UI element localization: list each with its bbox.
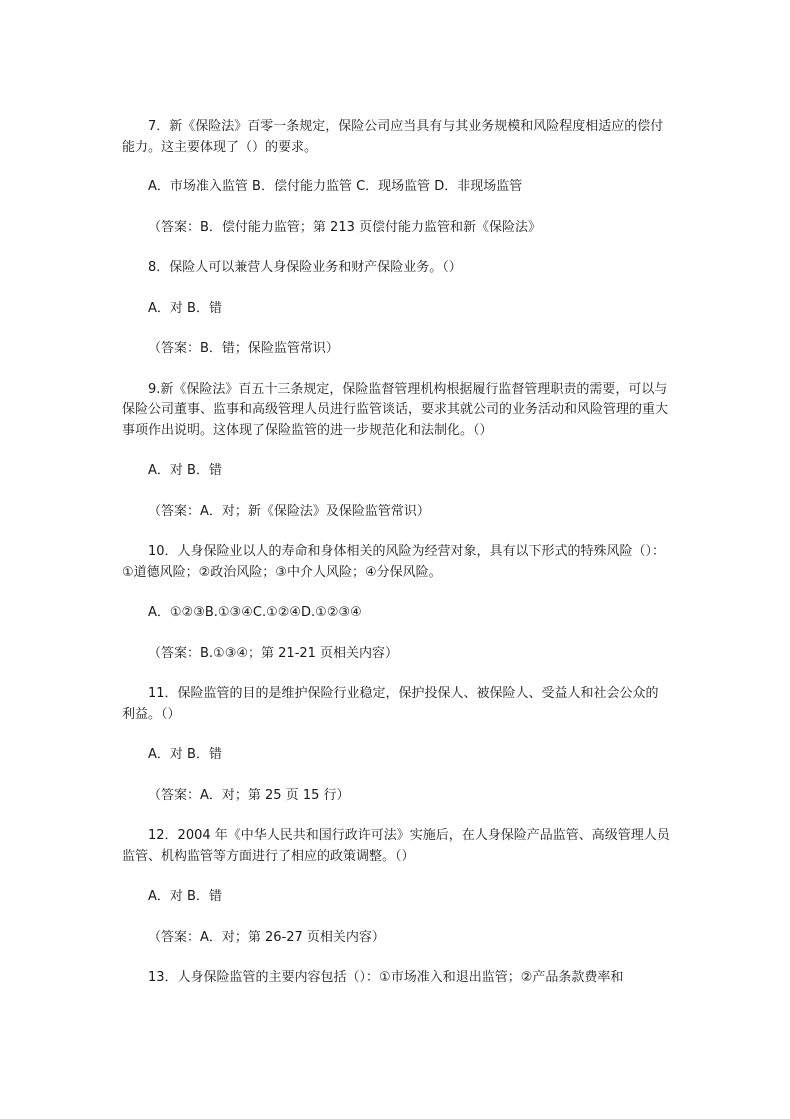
question-9: 9.新《保险法》百五十三条规定，保险监督管理机构根据履行监督管理职责的需要，可以与保险公司董事、监事和高级管理人员进行监管谈话，要求其就公司的业务活动和风险管理的重大事项作出说明。这体现了保险监管的进一步规范化和法制化。（） (122, 381, 669, 438)
answer-11: （答案：A．对；第 25 页 15 行） (148, 787, 350, 803)
answer-7: （答案：B．偿付能力监管；第 213 页偿付能力监管和新《保险法》 (148, 219, 541, 235)
question-10: 10．人身保险业以人的寿命和身体相关的风险为经营对象，具有以下形式的特殊风险（）：①道德风险；②政治风险；③中介人风险；④分保风险。 (122, 544, 666, 580)
answer-9: （答案：A．对；新《保险法》及保险监管常识） (148, 503, 430, 519)
options-10: A．①②③B.①③④C.①②④D.①②③④ (148, 605, 362, 620)
question-11: 11．保险监管的目的是维护保险行业稳定，保护投保人、被保险人、受益人和社会公众的利益。（） (122, 686, 659, 722)
answer-10: （答案：B.①③④；第 21-21 页相关内容） (148, 645, 399, 661)
question-13: 13．人身保险监管的主要内容包括（）：①市场准入和退出监管；②产品条款费率和 (148, 970, 624, 985)
options-7: A．市场准入监管 B．偿付能力监管 C．现场监管 D．非现场监管 (148, 179, 523, 194)
document-page (122, 117, 670, 989)
question-7: 7．新《保险法》百零一条规定，保险公司应当具有与其业务规模和风险程度相适应的偿付能力。这主要体现了（）的要求。 (122, 119, 664, 155)
question-12: 12．2004 年《中华人民共和国行政许可法》实施后，在人身保险产品监管、高级管理人员监管、机构监管等方面进行了相应的政策调整。（） (122, 828, 670, 864)
question-8: 8．保险人可以兼营人身保险业务和财产保险业务。（） (148, 260, 462, 275)
options-11: A．对 B．错 (148, 747, 222, 762)
options-9: A．对 B．错 (148, 463, 222, 478)
options-8: A．对 B．错 (148, 300, 222, 316)
answer-8: （答案：B．错；保险监管常识） (148, 341, 339, 356)
answer-12: （答案：A．对；第 26-27 页相关内容） (148, 929, 385, 945)
options-12: A．对 B．错 (148, 889, 222, 904)
